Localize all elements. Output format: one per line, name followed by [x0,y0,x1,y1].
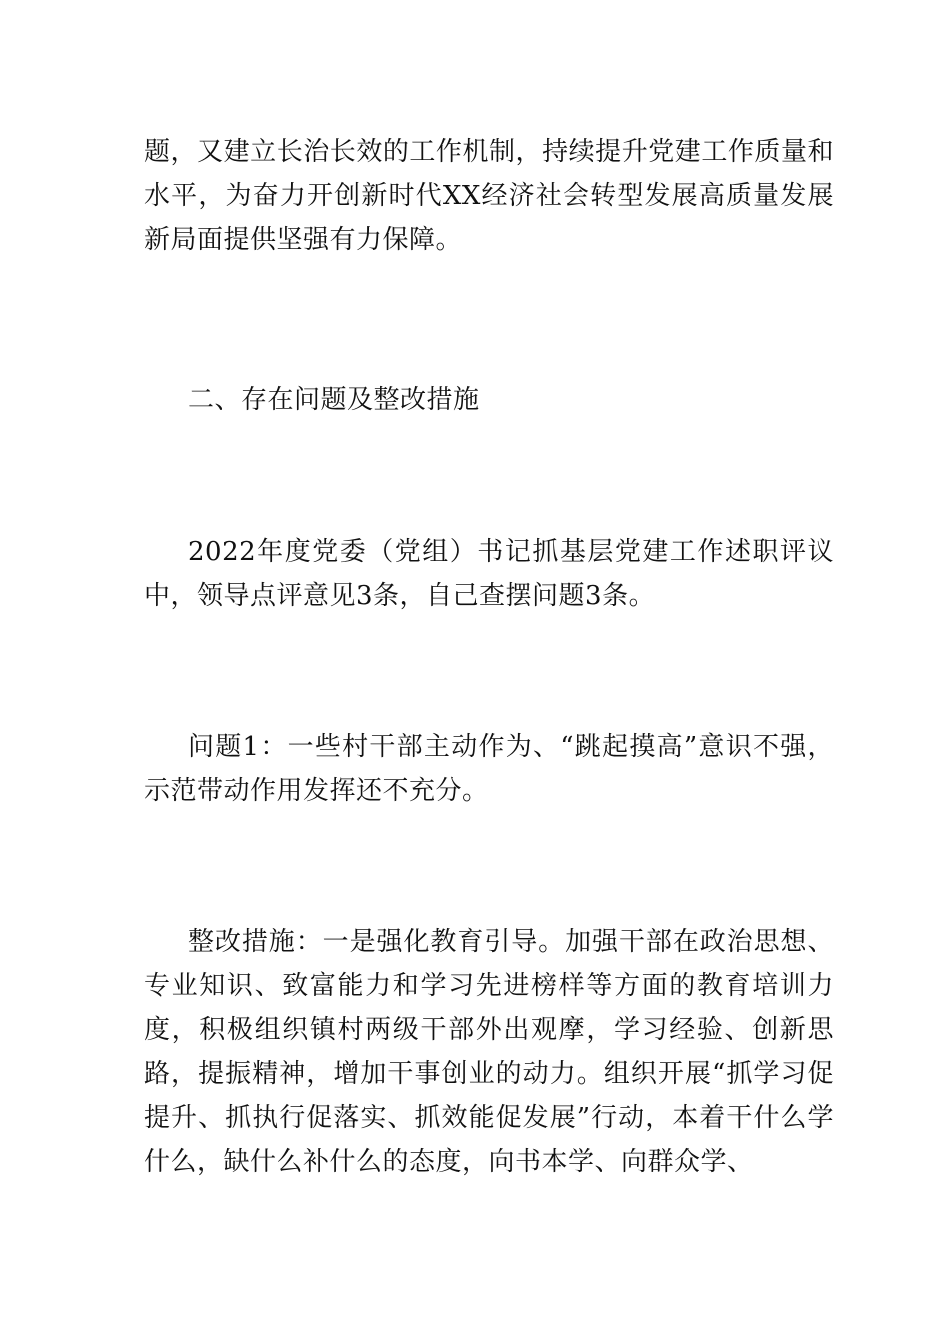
paragraph-continuation: 题，又建立长治长效的工作机制，持续提升党建工作质量和水平，为奋力开创新时代XX经济社会转型发展高质量发展新局面提供坚强有力保障。 [144,137,834,255]
paragraph-rectification-measures: 整改措施：一是强化教育引导。加强干部在政治思想、专业知识、致富能力和学习先进榜样等方面的教育培训力度，积极组织镇村两级干部外出观摩，学习经验、创新思路，提振精神，增加干事创业的动力。组织开展“抓学习促提升、抓执行促落实、抓效能促发展”行动，本着干什么学什么，缺什么补什么的态度，向书本学、向群众学、 [144,927,834,1177]
section-heading: 二、存在问题及整改措施 [188,385,480,415]
paragraph-review-summary: 2022年度党委（党组）书记抓基层党建工作述职评议中，领导点评意见3条，自己查摆问题3条。 [144,537,834,611]
paragraph-problem-1: 问题1：一些村干部主动作为、“跳起摸高”意识不强，示范带动作用发挥还不充分。 [144,732,834,806]
